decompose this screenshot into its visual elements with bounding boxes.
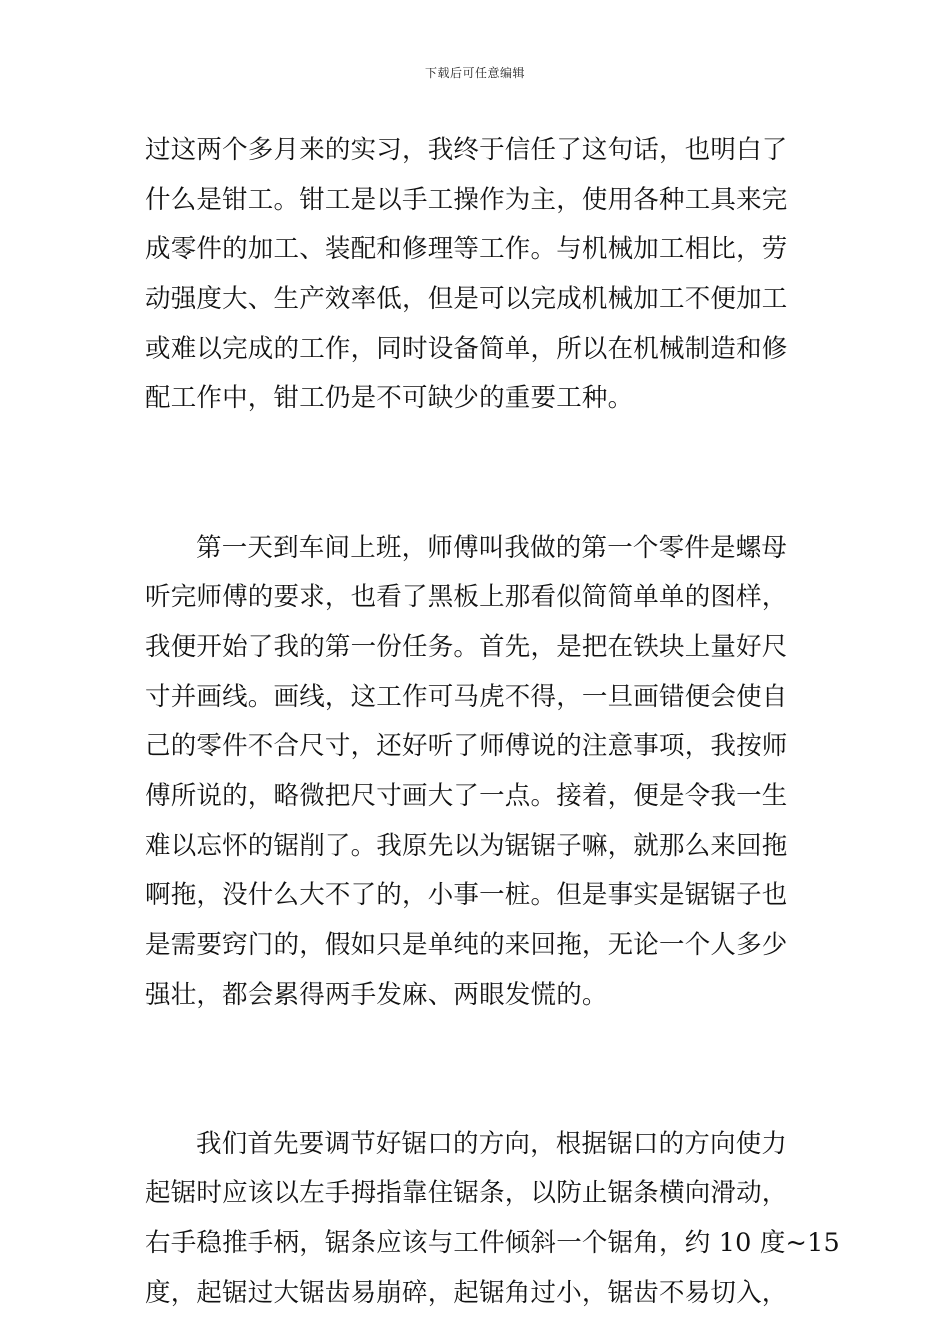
text-line: 我便开始了我的第一份任务。首先，是把在铁块上量好尺 — [145, 631, 788, 662]
text-line: 配工作中，钳工仍是不可缺少的重要工种。 — [145, 383, 634, 414]
text-line: 动强度大、生产效率低，但是可以完成机械加工不便加工 — [145, 284, 788, 315]
text-line: 第一天到车间上班，师傅叫我做的第一个零件是螺母 — [196, 532, 788, 563]
text-line: 强壮，都会累得两手发麻、两眼发慌的。 — [145, 979, 608, 1010]
text-line: 度，起锯过大锯齿易崩碎，起锯角过小，锯齿不易切入， — [145, 1277, 788, 1308]
paragraph-spacer — [145, 424, 810, 523]
text-line: 我们首先要调节好锯口的方向，根据锯口的方向使力 — [196, 1128, 788, 1159]
text-line: 傅所说的，略微把尺寸画大了一点。接着，便是令我一生 — [145, 780, 788, 811]
paragraph-2 — [145, 524, 810, 1021]
text-line: 成零件的加工、装配和修理等工作。与机械加工相比，劳 — [145, 234, 788, 265]
text-line: 起锯时应该以左手拇指靠住锯条，以防止锯条横向滑动， — [145, 1178, 788, 1209]
text-line: 过这两个多月来的实习，我终于信任了这句话，也明白了 — [145, 135, 788, 165]
text-line: 啊拖，没什么大不了的，小事一桩。但是事实是锯锯子也 — [145, 880, 788, 911]
text-line: 听完师傅的要求，也看了黑板上那看似简简单单的图样， — [145, 582, 788, 613]
paragraph-spacer — [145, 1020, 810, 1119]
text-line: 或难以完成的工作，同时设备简单，所以在机械制造和修 — [145, 333, 788, 364]
text-line: 寸并画线。画线，这工作可马虎不得，一旦画错便会使自 — [145, 681, 788, 712]
paragraph-1 — [145, 126, 810, 424]
text-line: 难以忘怀的锯削了。我原先以为锯锯子嘛，就那么来回拖 — [145, 830, 788, 861]
document-body — [145, 126, 840, 1319]
page-header: 下载后可任意编辑 — [424, 66, 525, 80]
text-line: 己的零件不合尺寸，还好听了师傅说的注意事项，我按师 — [145, 731, 788, 762]
text-line: 什么是钳工。钳工是以手工操作为主，使用各种工具来完 — [145, 184, 788, 215]
paragraph-3 — [145, 1120, 840, 1319]
text-line: 右手稳推手柄，锯条应该与工件倾斜一个锯角，约 10 度~15 — [145, 1228, 840, 1259]
text-line: 是需要窍门的，假如只是单纯的来回拖，无论一个人多少 — [145, 930, 788, 961]
